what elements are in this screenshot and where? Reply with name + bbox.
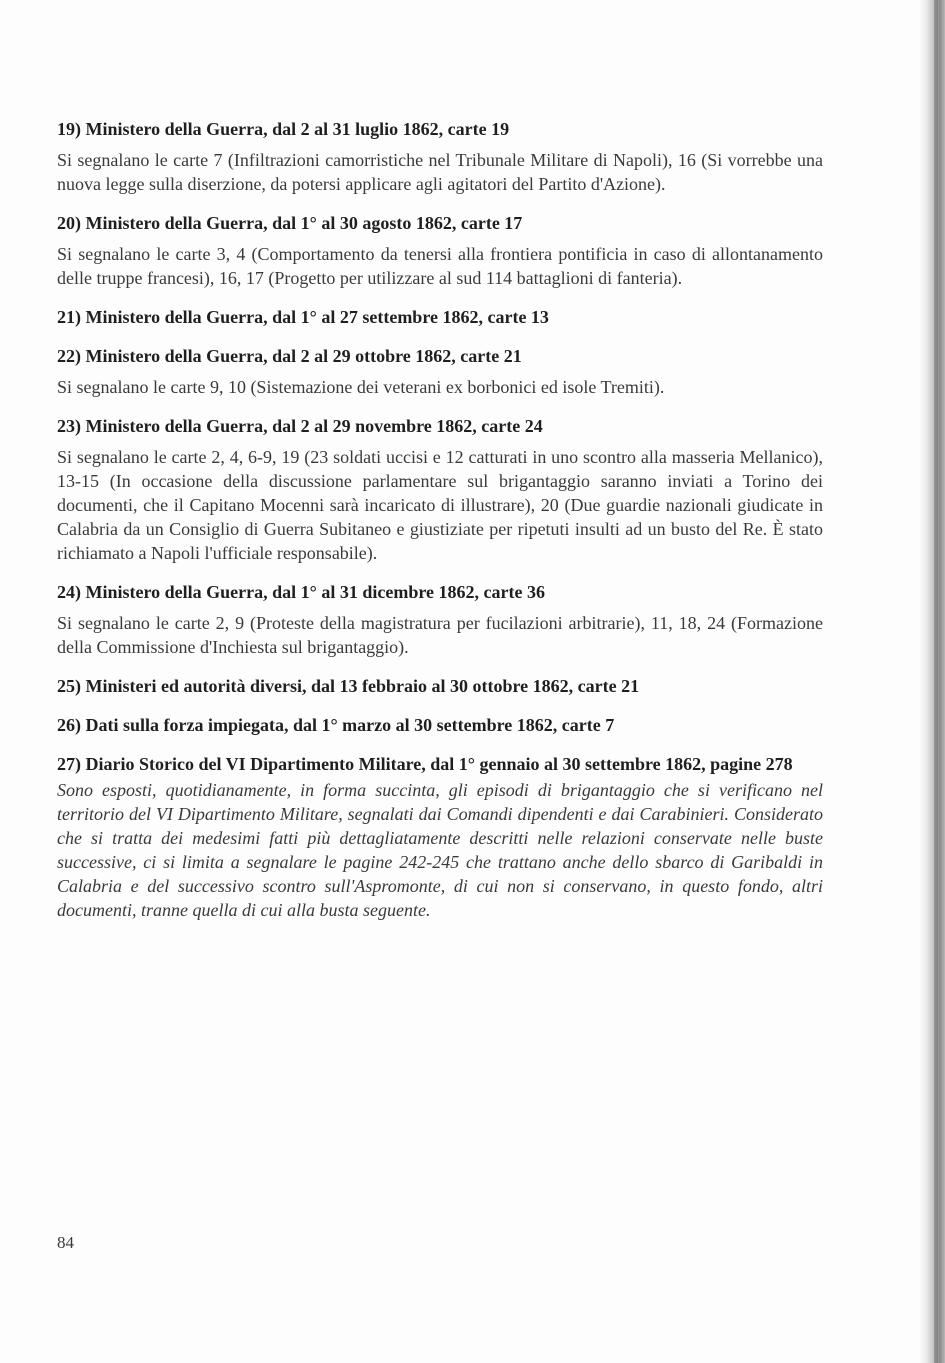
entry-description: Si segnalano le carte 2, 4, 6-9, 19 (23 soldati uccisi e 12 catturati in uno scontro alla masseria Mellanico), 13-15 (In occasione della discussione parlamentare sul brigantaggio saranno inviati a Torino dei documenti, che il Capitano Mocenni sarà incaricato di illustrare), 20 (Due guardie nazionali giudicate in Calabria da un Consiglio di Guerra Subitaneo e giustiziate per ripetuti insulti ad un busto del Re. È stato richiamato a Napoli l'ufficiale responsabile). xyxy=(57,447,823,563)
entry-27 xyxy=(57,752,823,922)
entry-description: Si segnalano le carte 3, 4 (Comportamento da tenersi alla frontiera pontificia in caso di allontanamento delle truppe francesi), 16, 17 (Progetto per utilizzare al sud 114 battaglioni di fanteria). xyxy=(57,244,823,288)
inventory-list xyxy=(57,117,823,937)
binding-gutter-shadow xyxy=(919,0,945,1363)
entry-description: Si segnalano le carte 2, 9 (Proteste della magistratura per fucilazioni arbitrarie), 11, 18, 24 (Formazione della Commissione d'Inchiesta sul brigantaggio). xyxy=(57,613,823,657)
entry-19 xyxy=(57,117,823,196)
entry-23 xyxy=(57,414,823,565)
entry-20 xyxy=(57,211,823,290)
entry-24 xyxy=(57,580,823,659)
entry-heading: 21) Ministero della Guerra, dal 1° al 27 settembre 1862, carte 13 xyxy=(57,307,549,327)
entry-description: Si segnalano le carte 9, 10 (Sistemazione dei veterani ex borbonici ed isole Tremiti). xyxy=(57,377,665,397)
entry-heading: 27) Diario Storico del VI Dipartimento Militare, dal 1° gennaio al 30 settembre 1862, pagine 278 xyxy=(57,754,793,774)
page-number: 84 xyxy=(57,1233,74,1252)
entry-heading: 23) Ministero della Guerra, dal 2 al 29 novembre 1862, carte 24 xyxy=(57,416,543,436)
entry-22 xyxy=(57,344,823,399)
binding-gutter-line xyxy=(934,0,938,1363)
entry-heading: 20) Ministero della Guerra, dal 1° al 30 agosto 1862, carte 17 xyxy=(57,213,523,233)
entry-heading: 22) Ministero della Guerra, dal 2 al 29 ottobre 1862, carte 21 xyxy=(57,346,522,366)
entry-25 xyxy=(57,674,823,698)
entry-heading: 19) Ministero della Guerra, dal 2 al 31 luglio 1862, carte 19 xyxy=(57,119,510,139)
entry-heading: 25) Ministeri ed autorità diversi, dal 13 febbraio al 30 ottobre 1862, carte 21 xyxy=(57,676,640,696)
entry-heading: 24) Ministero della Guerra, dal 1° al 31 dicembre 1862, carte 36 xyxy=(57,582,545,602)
entry-description: Sono esposti, quotidianamente, in forma succinta, gli episodi di brigantaggio che si verificano nel territorio del VI Dipartimento Militare, segnalati dai Comandi dipendenti e dai Carabinieri. Considerato che si tratta dei medesimi fatti più dettagliatamente descritti nelle relazioni conservate nelle buste successive, ci si limita a segnalare le pagine 242-245 che trattano anche dello sbarco di Garibaldi in Calabria e del successivo scontro sull'Aspromonte, di cui non si conservano, in questo fondo, altri documenti, tranne quella di cui alla busta seguente. xyxy=(57,780,823,920)
entry-26 xyxy=(57,713,823,737)
entry-heading: 26) Dati sulla forza impiegata, dal 1° marzo al 30 settembre 1862, carte 7 xyxy=(57,715,615,735)
entry-21 xyxy=(57,305,823,329)
entry-description: Si segnalano le carte 7 (Infiltrazioni camorristiche nel Tribunale Militare di Napoli), 16 (Si vorrebbe una nuova legge sulla diserzione, da potersi applicare agli agitatori del Partito d'Azione). xyxy=(57,150,823,194)
